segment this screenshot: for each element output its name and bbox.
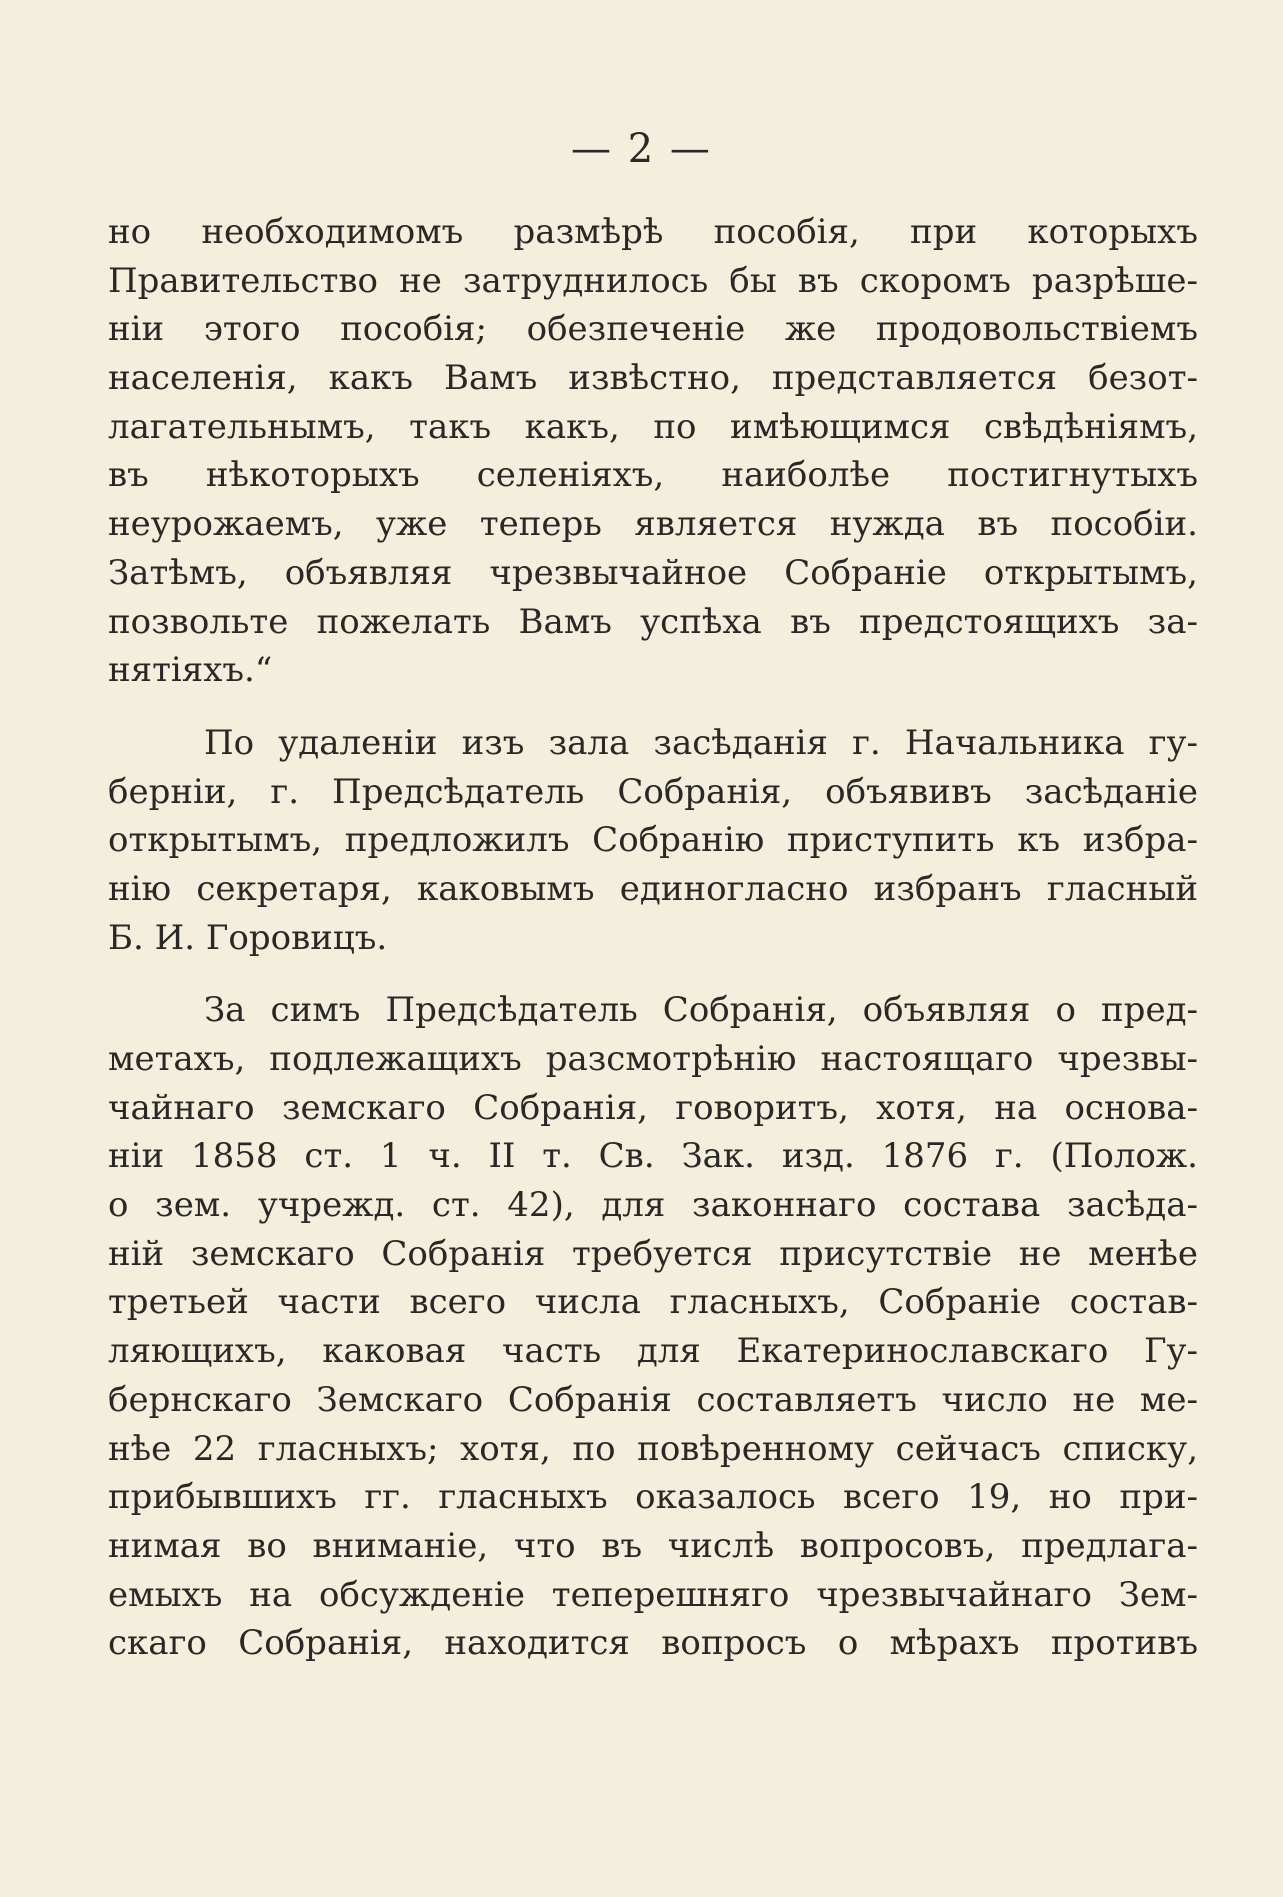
paragraph-1 [108,208,1198,695]
text-line: о зем. учрежд. ст. 42), для законнаго состава засѣда- [108,1185,1198,1226]
text-line: нѣе 22 гласныхъ; хотя, по повѣренному сейчасъ списку, [108,1428,1198,1469]
text-line: прибывшихъ гг. гласныхъ оказалось всего 19, но при- [108,1477,1198,1518]
page-number: — 2 — [571,126,712,172]
text-line: За симъ Предсѣдатель Собранія, объявляя о пред- [204,990,1198,1031]
text-line: По удаленіи изъ зала засѣданія г. Начальника гу- [204,722,1198,763]
text-line: Правительство не затруднилось бы въ скоромъ разрѣше- [108,260,1198,301]
text-line: берніи, г. Предсѣдатель Собранія, объявивъ засѣданіе [108,771,1198,812]
text-line: открытымъ, предложилъ Собранію приступить къ избра- [108,820,1198,861]
text-line: нію секретаря, каковымъ единогласно избранъ гласный [108,868,1198,909]
body-text [108,208,1198,1668]
paragraph-3 [108,986,1198,1668]
text-line: нятіяхъ.“ [108,650,273,691]
text-line: скаго Собранія, находится вопросъ о мѣрахъ противъ [108,1623,1198,1664]
text-line: неурожаемъ, уже теперь является нужда въ пособіи. [108,504,1198,545]
text-line: Б. И. Горовицъ. [108,917,388,958]
text-line: въ нѣкоторыхъ селеніяхъ, наиболѣе постигнутыхъ [108,455,1198,496]
text-line: лагательнымъ, такъ какъ, по имѣющимся свѣдѣніямъ, [108,406,1198,447]
text-line: ніи этого пособія; обезпеченіе же продовольствіемъ [108,309,1198,350]
text-line: чайнаго земскаго Собранія, говоритъ, хотя, на основа- [108,1087,1198,1128]
text-line: Затѣмъ, объявляя чрезвычайное Собраніе открытымъ, [108,552,1198,593]
text-line: ній земскаго Собранія требуется присутствіе не менѣе [108,1233,1198,1274]
text-line: метахъ, подлежащихъ разсмотрѣнію настоящаго чрезвы- [108,1039,1198,1079]
text-line: емыхъ на обсужденіе теперешняго чрезвычайнаго Зем- [108,1574,1198,1615]
text-line: но необходимомъ размѣрѣ пособія, при которыхъ [108,212,1198,252]
paragraph-2 [108,719,1198,962]
text-line: бернскаго Земскаго Собранія составляетъ число не ме- [108,1379,1198,1420]
text-line: нимая во вниманіе, что въ числѣ вопросовъ, предлага- [108,1525,1198,1566]
text-line: ляющихъ, каковая часть для Екатеринославскаго Гу- [108,1331,1198,1372]
text-line: третьей части всего числа гласныхъ, Собраніе состав- [108,1282,1198,1323]
text-line: позвольте пожелать Вамъ успѣха въ предстоящихъ за- [108,601,1198,642]
text-line: ніи 1858 ст. 1 ч. II т. Св. Зак. изд. 1876 г. (Полож. [108,1136,1198,1177]
text-line: населенія, какъ Вамъ извѣстно, представляется безот- [108,358,1198,399]
